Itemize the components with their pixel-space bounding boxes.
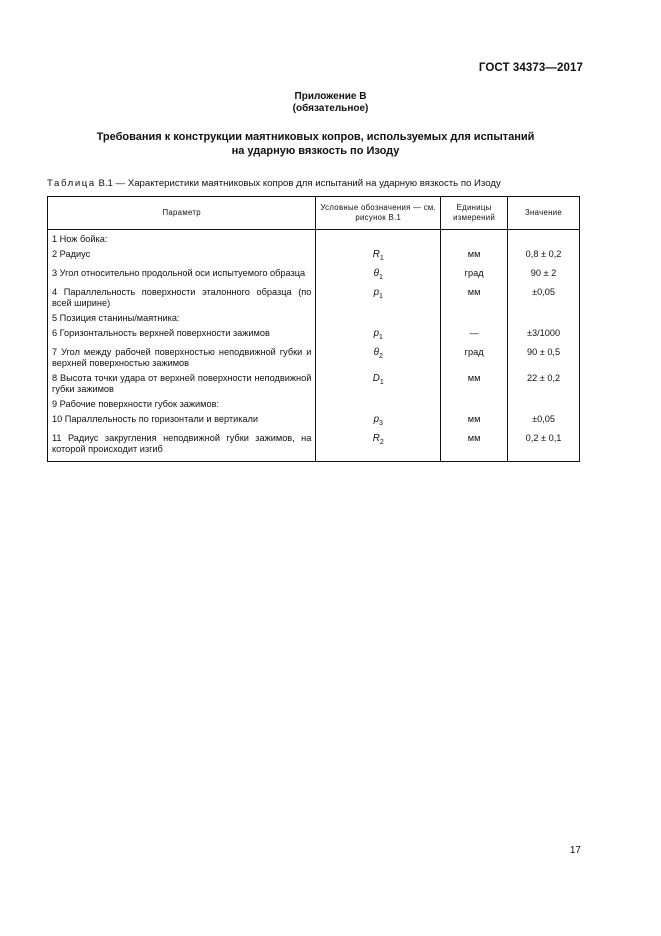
table-caption [47,178,501,189]
cell-value: 90 ± 2 [508,265,580,284]
cell-units: град [441,265,508,284]
table-caption-label: Таблица [47,178,96,189]
symbol-subscript: 1 [379,254,384,262]
cell-units: мм [441,370,508,396]
cell-parameter: 5 Позиция станины/маятника: [48,310,316,325]
appendix-heading [0,91,661,115]
cell-parameter: 6 Горизонтальность верхней поверхности зажимов [48,325,316,344]
cell-symbol [316,344,441,370]
symbol-letter: p [373,327,380,339]
cell-units [441,230,508,247]
cell-value: 0,2 ± 0,1 [508,430,580,462]
table-header-row [48,197,580,230]
table-caption-text: В.1 — Характеристики маятниковых копров для испытаний на ударную вязкость по Изоду [95,178,501,189]
cell-parameter: 7 Угол между рабочей поверхностью неподвижной губки и верхней поверхностью зажимов [48,344,316,370]
symbol-subscript: 1 [379,292,383,300]
cell-value [508,310,580,325]
cell-units: мм [441,411,508,430]
symbol-letter: p [373,413,380,425]
cell-parameter: 11 Радиус закругления неподвижной губки зажимов, на которой происходит изгиб [48,430,316,462]
cell-parameter: 10 Параллельность по горизонтали и вертикали [48,411,316,430]
cell-units [441,310,508,325]
cell-value: 0,8 ± 0,2 [508,246,580,265]
cell-parameter: 8 Высота точки удара от верхней поверхности неподвижной губки зажимов [48,370,316,396]
cell-symbol [316,396,441,411]
cell-units: мм [441,284,508,310]
table-row [48,284,580,310]
page-number: 17 [569,845,581,856]
cell-symbol [316,325,441,344]
symbol-letter: θ [373,267,379,279]
table-row [48,396,580,411]
cell-symbol [316,246,441,265]
table-row [48,344,580,370]
cell-parameter: 2 Радиус [48,246,316,265]
cell-parameter: 3 Угол относительно продольной оси испытуемого образца [48,265,316,284]
table-row [48,310,580,325]
table-row [48,230,580,247]
column-header-value: Значение [508,197,580,230]
cell-symbol [316,411,441,430]
table-row [48,265,580,284]
cell-units: мм [441,430,508,462]
cell-symbol [316,265,441,284]
cell-units: град [441,344,508,370]
column-header-parameter: Параметр [48,197,316,230]
symbol-subscript: 1 [379,333,383,341]
cell-units: — [441,325,508,344]
cell-value: ±0,05 [508,284,580,310]
cell-parameter: 4 Параллельность поверхности эталонного образца (по всей ширине) [48,284,316,310]
table-row [48,411,580,430]
symbol-letter: p [373,286,380,298]
cell-symbol [316,284,441,310]
cell-units [441,396,508,411]
symbol-letter: D [372,372,380,384]
section-title-line-2: на ударную вязкость по Изоду [231,145,400,157]
cell-parameter: 9 Рабочие поверхности губок зажимов: [48,396,316,411]
symbol-subscript: 1 [379,378,384,386]
section-title-line-1: Требования к конструкции маятниковых копров, используемых для испытаний [96,131,535,143]
table-body [48,230,580,462]
symbol-subscript: 1 [378,273,383,281]
document-code: ГОСТ 34373—2017 [478,62,583,74]
symbol-letter: θ [373,346,379,358]
cell-value [508,396,580,411]
symbol-letter: R [372,249,380,260]
table-row [48,370,580,396]
table-row [48,325,580,344]
cell-parameter: 1 Нож бойка: [48,230,316,247]
table-row [48,430,580,462]
cell-symbol [316,310,441,325]
cell-value: ±0,05 [508,411,580,430]
table-row [48,246,580,265]
symbol-subscript: 3 [379,419,383,427]
appendix-title: Приложение В [294,91,367,102]
column-header-symbol: Условные обозначения — см. рисунок В.1 [316,197,441,230]
characteristics-table [47,196,580,462]
symbol-subscript: 2 [378,352,383,360]
cell-units: мм [441,246,508,265]
column-header-units: Единицы измерений [441,197,508,230]
cell-value: 90 ± 0,5 [508,344,580,370]
cell-value: ±3/1000 [508,325,580,344]
cell-value [508,230,580,247]
symbol-subscript: 2 [379,438,384,446]
appendix-status: (обязательное) [292,103,369,114]
cell-value: 22 ± 0,2 [508,370,580,396]
section-title [60,130,571,158]
cell-symbol [316,370,441,396]
symbol-letter: R [372,432,380,444]
cell-symbol [316,230,441,247]
cell-symbol [316,430,441,462]
